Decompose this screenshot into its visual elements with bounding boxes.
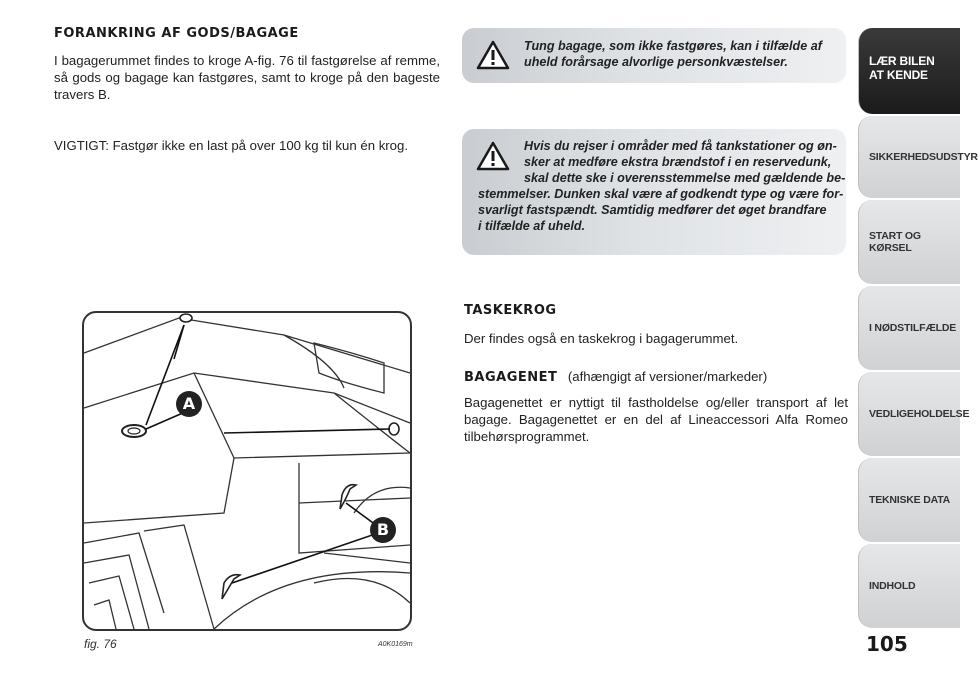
warning-triangle-icon [476,141,510,171]
trunk-illustration [84,313,410,629]
tab-laer-bilen-at-kende[interactable] [858,28,960,114]
callout-label-a: A [176,391,202,417]
tab-label: START OG KØRSEL [869,230,921,254]
tab-start-og-korsel[interactable] [858,200,960,284]
figure-76 [82,311,412,631]
section-paragraph-important: VIGTIGT: Fastgør ikke en last på over 100 kg til kun én krog. [54,138,409,153]
warning-text-2-line6: i tilfælde af uheld. [478,219,586,233]
taskekrog-text: Der findes også en taskekrog i bagagerummet. [464,331,739,346]
section-title-taskekrog: TASKEKROG [464,303,557,318]
warning-triangle-icon [476,40,510,70]
section-paragraph-1: I bagagerummet findes to kroge A-fig. 76 til fastgørelse af remme, så gods og bagage kan fastgøres, samt to kroge på den bageste travers B. [54,53,440,102]
warning-text-2-line5: svarligt fastspændt. Samtidig medfører det øget brandfare [478,203,827,217]
bagagenet-subtitle: (afhængigt af versioner/markeder) [567,369,768,384]
tab-i-nodstilfaelde[interactable] [858,286,960,370]
tab-label: I NØDSTILFÆLDE [869,322,957,334]
tab-vedligeholdelse[interactable] [858,372,970,456]
tab-sikkerhedsudstyr[interactable] [858,116,978,198]
warning-text-2-line2: sker at medføre ekstra brændstof i en reservedunk, [524,155,832,169]
tab-label: SIKKERHEDSUDSTYR [869,151,978,163]
section-title-forankring: FORANKRING AF GODS/BAGAGE [54,26,299,41]
section-title-bagagenet: BAGAGENET [464,370,558,385]
page-number: 105 [866,632,908,656]
tab-indhold[interactable] [858,544,960,628]
figure-caption: fig. 76 [84,637,117,651]
warning-box-2 [462,129,846,255]
callout-label-b: B [370,517,396,543]
warning-text-1: Tung bagage, som ikke fastgøres, kan i tilfælde af uheld forårsage alvorlige personkvæstelser. [524,39,822,69]
tab-label-line2: AT KENDE [869,68,928,82]
figure-code: A0K0169m [378,641,413,648]
tab-label: TEKNISKE DATA [869,494,951,506]
warning-text-2-line1: Hvis du rejser i områder med få tankstationer og øn- [524,139,837,153]
tab-label: INDHOLD [869,580,916,592]
tab-tekniske-data[interactable] [858,458,960,542]
bagagenet-heading-row [464,368,767,386]
warning-text-2-line3: skal dette ske i overensstemmelse med gældende be- [524,171,846,185]
tab-label: VEDLIGEHOLDELSE [869,408,970,420]
warning-text-2-line4: stemmelser. Dunken skal være af godkendt type og være for- [478,187,844,201]
tab-label-line1: LÆR BILEN [869,54,935,68]
warning-box-1 [462,28,846,83]
bagagenet-text: Bagagenettet er nyttigt til fastholdelse og/eller transport af let bagage. Bagagenettet er en del af Lineaccessori Alfa Romeo tilbehørsprogrammet. [464,395,848,444]
